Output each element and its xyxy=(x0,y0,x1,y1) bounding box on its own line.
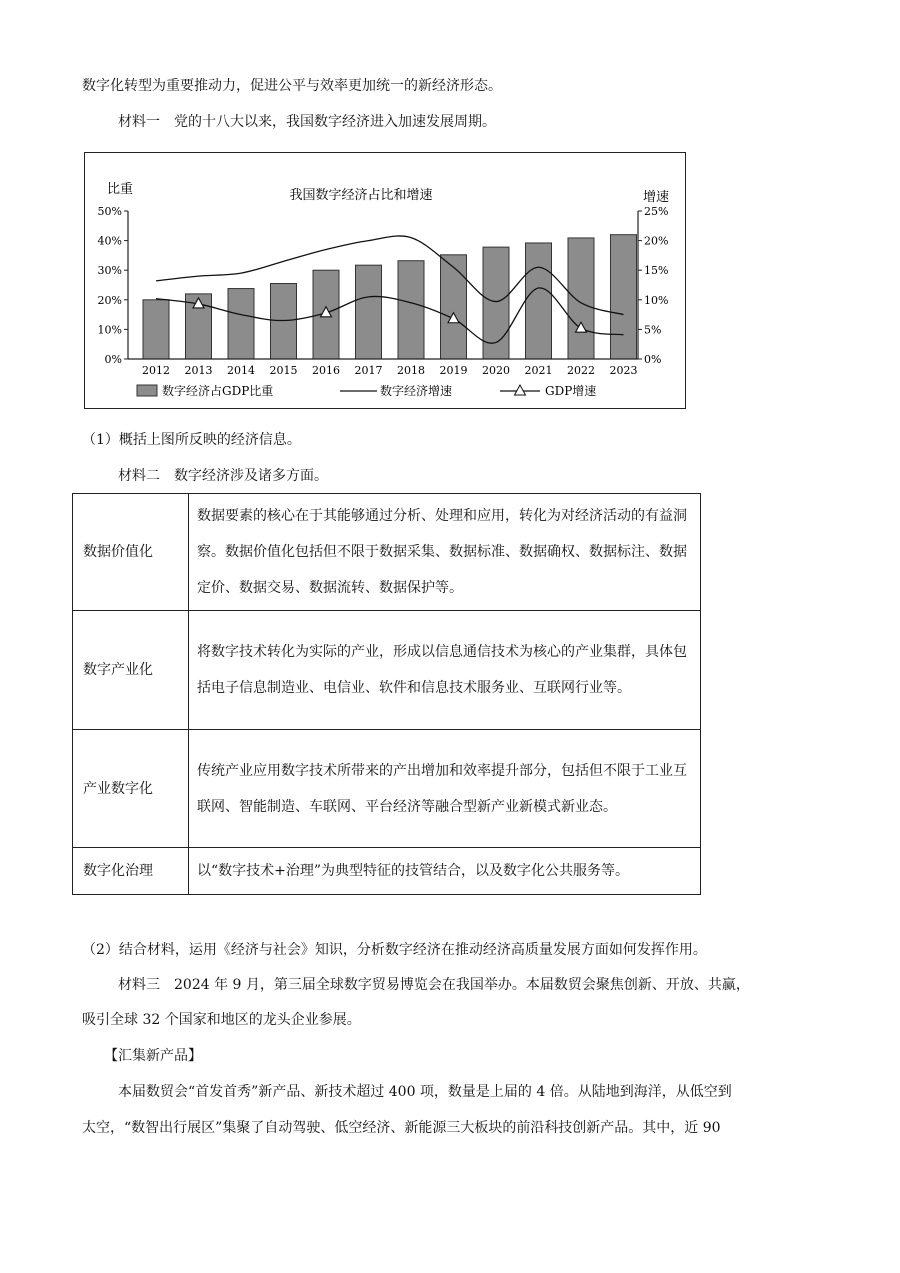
material-three-line1: 材料三 2024 年 9 月，第三届全球数字贸易博览会在我国举办。本届数贸会聚焦创新、开放、共赢， xyxy=(118,977,750,993)
material-three-line2: 吸引全球 32 个国家和地区的龙头企业参展。 xyxy=(82,1012,361,1028)
question-one: （1）概括上图所反映的经济信息。 xyxy=(82,432,301,448)
x-tick-label: 2023 xyxy=(609,364,638,377)
row-value: 数据要素的核心在于其能够通过分析、处理和应用，转化为对经济活动的有益洞察。数据价值化包括但不限于数据采集、数据标准、数据确权、数据标注、数据定价、数据交易、数据流转、数据保护等。 xyxy=(189,494,701,611)
material-two: 材料二 数字经济涉及诸多方面。 xyxy=(118,468,328,484)
row-value: 传统产业应用数字技术所带来的产出增加和效率提升部分，包括但不限于工业互联网、智能制造、车联网、平台经济等融合型新产业新模式新业态。 xyxy=(189,730,701,848)
y-tick-label: 40% xyxy=(97,234,122,248)
bar-2023 xyxy=(611,235,637,359)
bar-2018 xyxy=(398,261,424,359)
x-tick-label: 2019 xyxy=(439,364,468,377)
row-key: 产业数字化 xyxy=(73,730,189,848)
y2-tick-label: 20% xyxy=(644,234,669,248)
y2-axis-label: 增速 xyxy=(643,190,670,205)
bar-2012 xyxy=(143,300,169,359)
y-tick-label: 50% xyxy=(97,205,122,218)
x-tick-label: 2021 xyxy=(524,364,553,377)
y2-tick-label: 15% xyxy=(644,264,669,278)
x-tick-label: 2014 xyxy=(227,364,255,377)
x-tick-label: 2016 xyxy=(312,364,340,377)
y2-tick-label: 5% xyxy=(644,323,662,337)
digital-economy-table xyxy=(72,493,701,895)
question-two: （2）结合材料，运用《经济与社会》知识，分析数字经济在推动经济高质量发展方面如何发挥作用。 xyxy=(82,942,707,958)
row-key: 数据价值化 xyxy=(73,494,189,611)
line-series-gdp-growth xyxy=(156,288,624,343)
legend-label-gdp-growth: GDP增速 xyxy=(545,384,597,398)
y2-tick-label: 10% xyxy=(644,293,669,307)
material-one: 材料一 党的十八大以来，我国数字经济进入加速发展周期。 xyxy=(118,114,496,130)
section-heading: 【汇集新产品】 xyxy=(104,1048,202,1064)
y-tick-label: 10% xyxy=(97,323,122,337)
table-row xyxy=(73,494,701,611)
legend-label-digital-growth: 数字经济增速 xyxy=(380,384,453,398)
y2-tick-label: 0% xyxy=(644,353,662,366)
bar-2022 xyxy=(568,238,594,359)
legend-bar-swatch xyxy=(137,385,157,396)
y-tick-label: 30% xyxy=(97,264,122,278)
paragraph-line1: 本届数贸会“首发首秀”新产品、新技术超过 400 项，数量是上届的 4 倍。从陆地到海洋，从低空到 xyxy=(118,1084,732,1100)
chart-container xyxy=(84,152,686,409)
paragraph-line2: 太空，“数智出行展区”集聚了自动驾驶、低空经济、新能源三大板块的前沿科技创新产品。其中，近 90 xyxy=(82,1120,721,1136)
x-tick-label: 2022 xyxy=(567,364,595,377)
y2-tick-label: 25% xyxy=(644,205,669,218)
chart-title: 我国数字经济占比和增速 xyxy=(289,188,433,203)
y-tick-label: 0% xyxy=(104,353,122,366)
row-value: 将数字技术转化为实际的产业，形成以信息通信技术为核心的产业集群，具体包括电子信息制造业、电信业、软件和信息技术服务业、互联网行业等。 xyxy=(189,611,701,730)
x-tick-label: 2013 xyxy=(184,364,213,377)
bar-2021 xyxy=(526,243,552,359)
bar-2017 xyxy=(356,265,382,359)
legend-triangle-icon xyxy=(515,385,526,395)
paragraph-intro: 数字化转型为重要推动力，促进公平与效率更加统一的新经济形态。 xyxy=(82,78,502,94)
chart-svg xyxy=(85,153,685,408)
x-tick-label: 2020 xyxy=(482,364,510,377)
x-tick-label: 2018 xyxy=(397,364,425,377)
x-tick-label: 2017 xyxy=(354,364,383,377)
table-row xyxy=(73,611,701,730)
x-tick-label: 2012 xyxy=(142,364,170,377)
line-series-digital-economy-growth xyxy=(156,236,624,315)
table-row xyxy=(73,730,701,848)
bar-2014 xyxy=(228,289,254,359)
table-row xyxy=(73,848,701,895)
row-key: 数字化治理 xyxy=(73,848,189,895)
bar-2019 xyxy=(441,255,467,359)
y-tick-label: 20% xyxy=(97,293,122,307)
bar-2015 xyxy=(271,284,297,359)
row-value: 以“数字技术+治理”为典型特征的技管结合，以及数字化公共服务等。 xyxy=(189,848,701,895)
row-key: 数字产业化 xyxy=(73,611,189,730)
legend-label-share: 数字经济占GDP比重 xyxy=(162,384,274,398)
y-axis-label: 比重 xyxy=(107,182,134,197)
x-tick-label: 2015 xyxy=(269,364,298,377)
